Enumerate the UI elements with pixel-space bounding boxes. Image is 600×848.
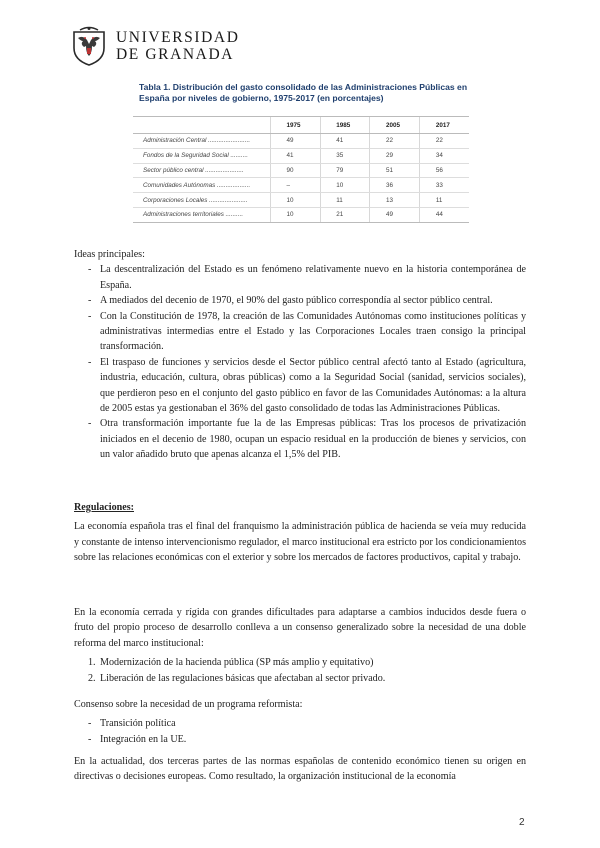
table-cell: 34 [426, 148, 469, 163]
list-item-text: A mediados del decenio de 1970, el 90% del gasto público correspondía al sector público central. [100, 295, 493, 307]
table-cell: 51 [376, 163, 420, 178]
table-row [133, 178, 469, 193]
list-item [74, 732, 526, 747]
ideas-section [74, 247, 526, 463]
regulaciones-heading: Regulaciones: [74, 502, 134, 513]
table-col-header: 2017 [426, 117, 469, 134]
consenso-paragraph: Consenso sobre la necesidad de un programa reformista: [74, 699, 303, 710]
table-cell: 33 [426, 178, 469, 193]
table-cell: 10 [276, 207, 320, 222]
table-col-header: 1985 [326, 117, 370, 134]
table-cell: 90 [276, 163, 320, 178]
table-cell: 22 [376, 134, 420, 149]
list-item [74, 416, 526, 462]
number-marker: 1. [88, 657, 96, 669]
table-cell: 10 [326, 178, 370, 193]
table-cell: 41 [326, 134, 370, 149]
table-header-row [133, 117, 469, 134]
list-item [74, 293, 526, 308]
table-caption-line2: España por niveles de gobierno, 1975-2017 (en porcentajes) [139, 93, 384, 103]
table-cell: 29 [376, 148, 420, 163]
list-item-text: La descentralización del Estado es un fenómeno relativamente nuevo en la historia contemporánea de España. [100, 264, 526, 291]
table-row [133, 148, 469, 163]
table-row [133, 163, 469, 178]
table-cell: 49 [376, 207, 420, 222]
list-item-text: El traspaso de funciones y servicios desde el Sector público central afectó tanto al Estado (agricultura, industria, educación, cultura, obras públicas) como a la Seguridad Social (sanidad, servicios sociales), que perdieron peso en el conjunto del gasto público en favor de las Comunidades Autónomas: a la altura de 2005 estas ya gestionaban el 36% del gasto consolidado de todas las Administraciones Públicas. [100, 356, 526, 415]
table-row [133, 207, 469, 222]
table-cell: 56 [426, 163, 469, 178]
table-cell: 11 [326, 193, 370, 208]
list-item [74, 262, 526, 293]
table-col-header: 1975 [276, 117, 320, 134]
university-crest-icon [70, 26, 108, 66]
table-cell: 13 [376, 193, 420, 208]
table-row-label: Corporaciones Locales ...................... [133, 193, 270, 208]
university-name-line1: UNIVERSIDAD [116, 29, 240, 46]
table-col-header: 2005 [376, 117, 420, 134]
ideas-title: Ideas principales: [74, 249, 145, 260]
reforma-list [74, 655, 526, 686]
dash-marker: - [88, 310, 92, 322]
table-caption-line1: Tabla 1. Distribución del gasto consolidado de las Administraciones Públicas en [139, 82, 468, 92]
dash-marker: - [88, 295, 92, 307]
list-item-text: Otra transformación importante fue la de las Empresas públicas: Tras los procesos de privatización iniciados en el decenio de 1980, ocupan un espacio residual en la producción de bienes y servicios, con un valor añadido bruto que apenas alcanza el 1,5% del PIB. [100, 418, 526, 461]
list-item [74, 655, 526, 670]
regulaciones-paragraph: La economía española tras el final del franquismo la administración pública de hacienda se veía muy reducida y constante de intenso intervencionismo regulador, el marco institucional era estricto por los condicionamientos sobre las relaciones económicas con el exterior y sobre los mercados de factores productivos, capital y trabajo. [74, 521, 526, 564]
dash-marker: - [88, 733, 92, 745]
dash-marker: - [88, 418, 92, 430]
table-row-label: Sector público central ...................... [133, 163, 270, 178]
ideas-list [74, 262, 526, 462]
table-row [133, 134, 469, 149]
table-cell: 21 [326, 207, 370, 222]
list-item [74, 716, 526, 731]
table-cell: 10 [276, 193, 320, 208]
table-row-label: Administración Central ........................ [133, 134, 270, 149]
table-cell: 22 [426, 134, 469, 149]
table-caption [133, 82, 469, 104]
table-header-blank [133, 117, 270, 134]
reforma-paragraph: En la economía cerrada y rígida con grandes dificultades para adaptarse a cambios inducidos desde fuera o fruto del propio proceso de desarrollo conlleva a un consenso generalizado sobre la necesidad de una doble reforma del marco institucional: [74, 607, 526, 649]
table-cell: 11 [426, 193, 469, 208]
list-item-text: Liberación de las regulaciones básicas que afectaban al sector privado. [100, 672, 386, 684]
regulaciones-section [74, 500, 526, 566]
list-item [74, 355, 526, 417]
actualidad-paragraph: En la actualidad, dos terceras partes de las normas españolas de contenido económico tienen su origen en directivas o decisiones europeas. Como resultado, la organización institucional de la economía [74, 756, 526, 783]
page-number: 2 [519, 817, 525, 828]
list-item-text: Con la Constitución de 1978, la creación de las Comunidades Autónomas como instituciones políticas y administrativas intermedias entre el Estado y las Corporaciones Locales traen consigo la principal transformación. [100, 310, 526, 353]
table-row-label: Comunidades Autónomas ................... [133, 178, 270, 193]
table-cell: 36 [376, 178, 420, 193]
dash-marker: - [88, 264, 92, 276]
list-item [74, 671, 526, 686]
list-item-text: Transición política [100, 718, 176, 730]
table-row [133, 193, 469, 208]
table-row-label: Administraciones territoriales .......... [133, 207, 270, 222]
table-figure [133, 82, 469, 234]
spending-table [133, 116, 469, 223]
dash-marker: - [88, 356, 92, 368]
consenso-section [74, 697, 526, 747]
university-name [116, 29, 240, 63]
university-name-line2: DE GRANADA [116, 46, 235, 63]
university-header [70, 26, 240, 66]
dash-marker: - [88, 718, 92, 730]
table-cell: 79 [326, 163, 370, 178]
reforma-section [74, 605, 526, 686]
list-item-text: Integración en la UE. [100, 733, 187, 745]
table-cell: 35 [326, 148, 370, 163]
table-cell: – [276, 178, 320, 193]
actualidad-section [74, 754, 526, 785]
list-item-text: Modernización de la hacienda pública (SP más amplio y equitativo) [100, 657, 374, 669]
table-cell: 44 [426, 207, 469, 222]
table-row-label: Fondos de la Seguridad Social .......... [133, 148, 270, 163]
list-item [74, 309, 526, 355]
table-cell: 41 [276, 148, 320, 163]
table-cell: 49 [276, 134, 320, 149]
number-marker: 2. [88, 672, 96, 684]
consenso-list [74, 716, 526, 747]
